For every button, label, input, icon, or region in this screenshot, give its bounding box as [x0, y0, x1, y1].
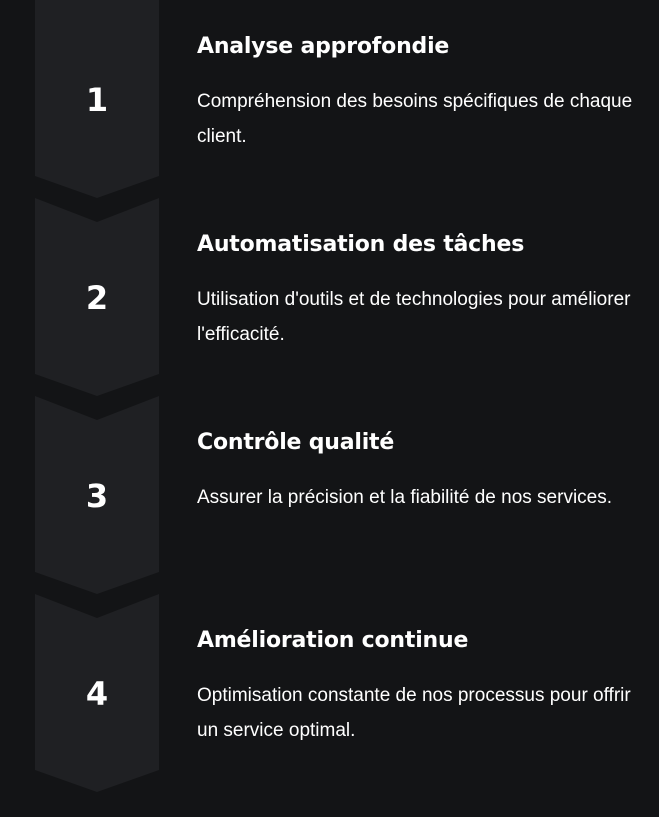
step-description: Compréhension des besoins spécifiques de chaque client.: [197, 91, 633, 147]
step-title: Contrôle qualité: [197, 430, 395, 455]
step-number: 3: [85, 477, 109, 515]
process-step: [0, 0, 659, 198]
step-description: Assurer la précision et la fiabilité de nos services.: [197, 487, 613, 508]
step-title: Automatisation des tâches: [197, 232, 525, 257]
step-title: Amélioration continue: [197, 628, 469, 653]
step-number: 1: [85, 81, 109, 119]
step-title: Analyse approfondie: [197, 34, 450, 59]
process-step: [0, 594, 659, 792]
process-step: [0, 396, 659, 594]
step-description: Utilisation d'outils et de technologies pour améliorer l'efficacité.: [197, 289, 631, 345]
step-number: 2: [85, 279, 109, 317]
process-step: [0, 198, 659, 396]
step-description: Optimisation constante de nos processus pour offrir un service optimal.: [197, 685, 631, 741]
step-number: 4: [85, 675, 109, 713]
